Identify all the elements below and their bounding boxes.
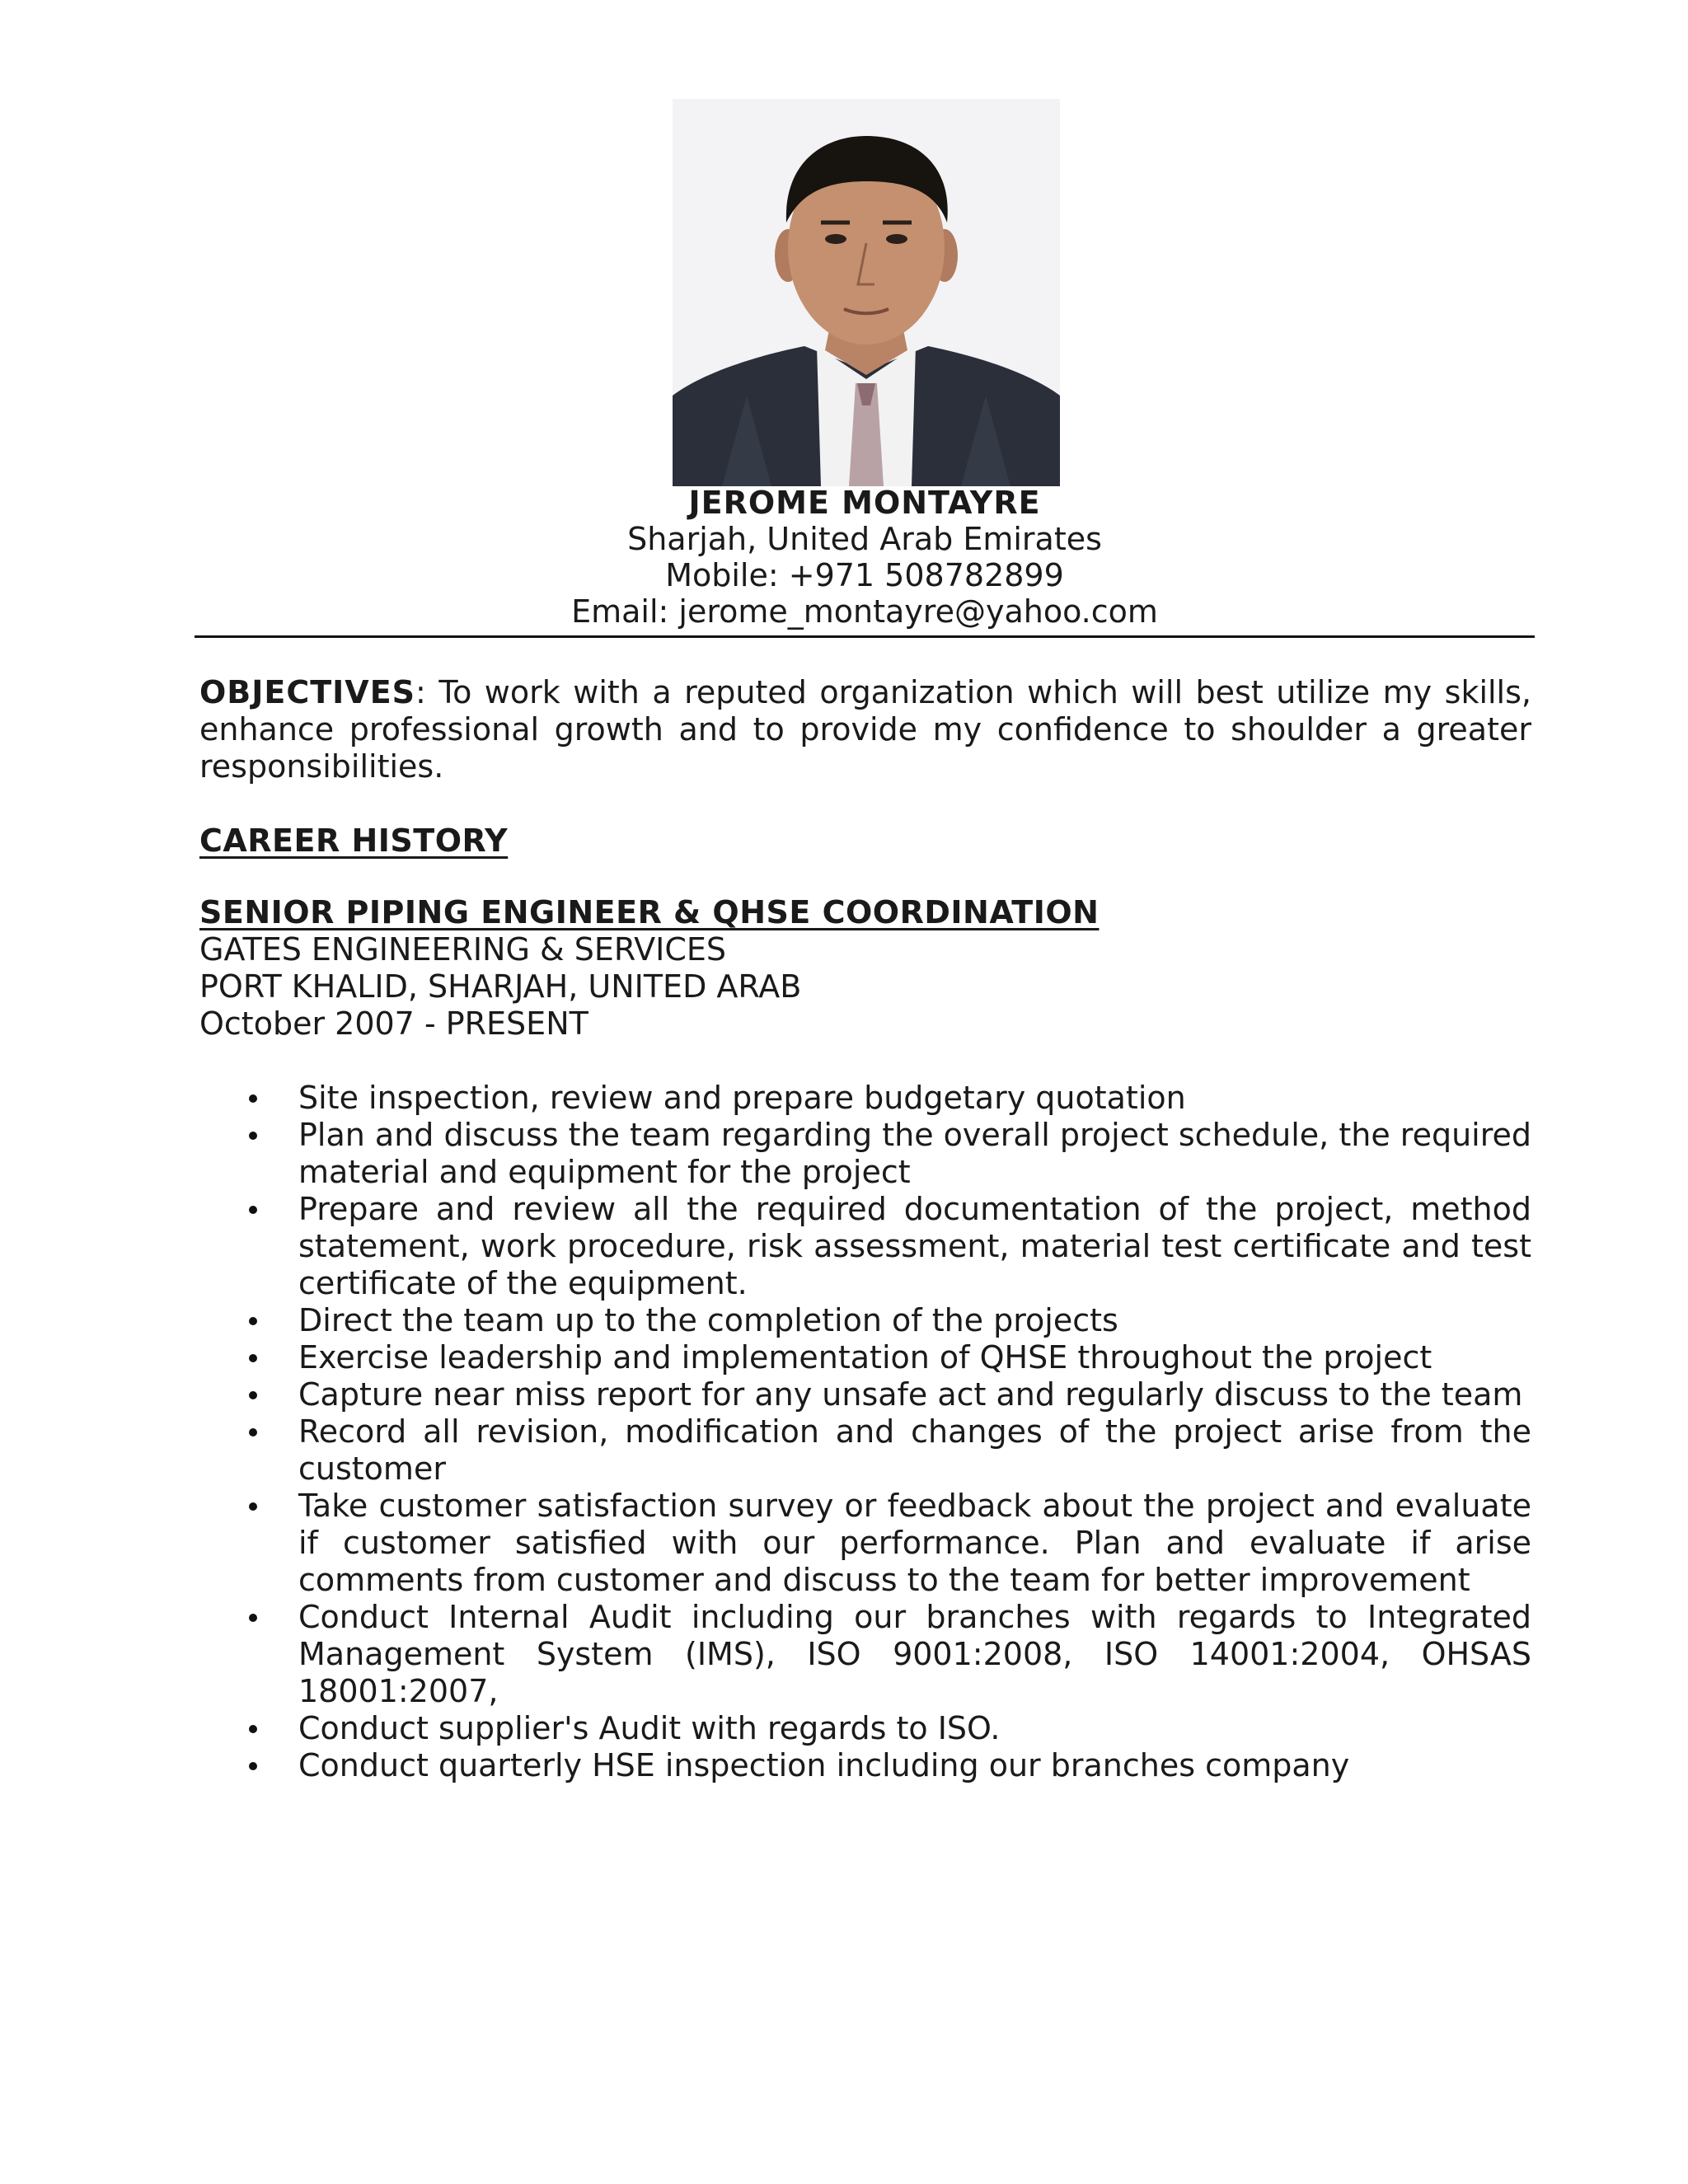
bullet-icon	[249, 1132, 257, 1140]
objectives-paragraph	[199, 674, 1531, 785]
candidate-mobile: Mobile: +971 508782899	[665, 557, 1064, 593]
duty-text: Conduct supplier's Audit with regards to ISO.	[298, 1710, 1001, 1746]
duty-text: Plan and discuss the team regarding the overall project schedule, the required material and equipment for the project	[298, 1117, 1531, 1190]
duty-text: Record all revision, modification and changes of the project arise from the customer	[298, 1413, 1531, 1487]
duty-text: Prepare and review all the required documentation of the project, method statement, work procedure, risk assessment, material test certificate and test certificate of the equipment.	[298, 1191, 1531, 1301]
job-details	[199, 931, 1531, 1043]
job-company: GATES ENGINEERING & SERVICES	[199, 931, 727, 968]
candidate-email: Email: jerome_montayre@yahoo.com	[571, 593, 1158, 630]
career-history-heading: CAREER HISTORY	[199, 823, 509, 859]
bullet-icon	[249, 1206, 257, 1214]
contact-header	[195, 485, 1535, 630]
candidate-name: JEROME MONTAYRE	[688, 485, 1041, 521]
objectives-label: OBJECTIVES	[199, 674, 416, 710]
list-item	[199, 1302, 1531, 1339]
bullet-icon	[249, 1502, 257, 1511]
bullet-icon	[249, 1614, 257, 1622]
list-item	[199, 1747, 1531, 1784]
job-location: PORT KHALID, SHARJAH, UNITED ARAB	[199, 968, 802, 1005]
duty-text: Conduct quarterly HSE inspection including our branches company	[298, 1747, 1350, 1783]
candidate-location: Sharjah, United Arab Emirates	[627, 521, 1102, 557]
duty-text: Capture near miss report for any unsafe act and regularly discuss to the team	[298, 1376, 1523, 1413]
bullet-icon	[249, 1094, 257, 1103]
bullet-icon	[249, 1391, 257, 1399]
duty-text: Take customer satisfaction survey or feedback about the project and evaluate if customer satisfied with our performance. Plan and evaluate if arise comments from customer and discuss to the team for better improvement	[298, 1488, 1531, 1598]
bullet-icon	[249, 1762, 257, 1770]
bullet-icon	[249, 1354, 257, 1362]
duties-list	[199, 1080, 1531, 1784]
job-title: SENIOR PIPING ENGINEER & QHSE COORDINATION	[199, 894, 1100, 930]
objectives-text: : To work with a reputed organization which will best utilize my skills, enhance professional growth and to provide my confidence to shoulder a greater responsibilities.	[199, 674, 1531, 785]
header-divider	[195, 635, 1535, 638]
portrait-illustration	[673, 99, 1060, 486]
bullet-icon	[249, 1428, 257, 1436]
list-item	[199, 1488, 1531, 1599]
bullet-icon	[249, 1725, 257, 1733]
duty-text: Site inspection, review and prepare budgetary quotation	[298, 1080, 1186, 1116]
list-item	[199, 1413, 1531, 1488]
duty-text: Direct the team up to the completion of the projects	[298, 1302, 1118, 1338]
duty-text: Conduct Internal Audit including our branches with regards to Integrated Management System (IMS), ISO 9001:2008, ISO 14001:2004, OHSAS 18001:2007,	[298, 1599, 1531, 1709]
list-item	[199, 1080, 1531, 1117]
profile-photo	[673, 99, 1060, 486]
bullet-icon	[249, 1317, 257, 1325]
list-item	[199, 1117, 1531, 1191]
list-item	[199, 1191, 1531, 1302]
job-period: October 2007 - PRESENT	[199, 1005, 588, 1042]
list-item	[199, 1710, 1531, 1747]
list-item	[199, 1339, 1531, 1376]
list-item	[199, 1376, 1531, 1413]
duty-text: Exercise leadership and implementation of QHSE throughout the project	[298, 1339, 1432, 1376]
list-item	[199, 1599, 1531, 1710]
